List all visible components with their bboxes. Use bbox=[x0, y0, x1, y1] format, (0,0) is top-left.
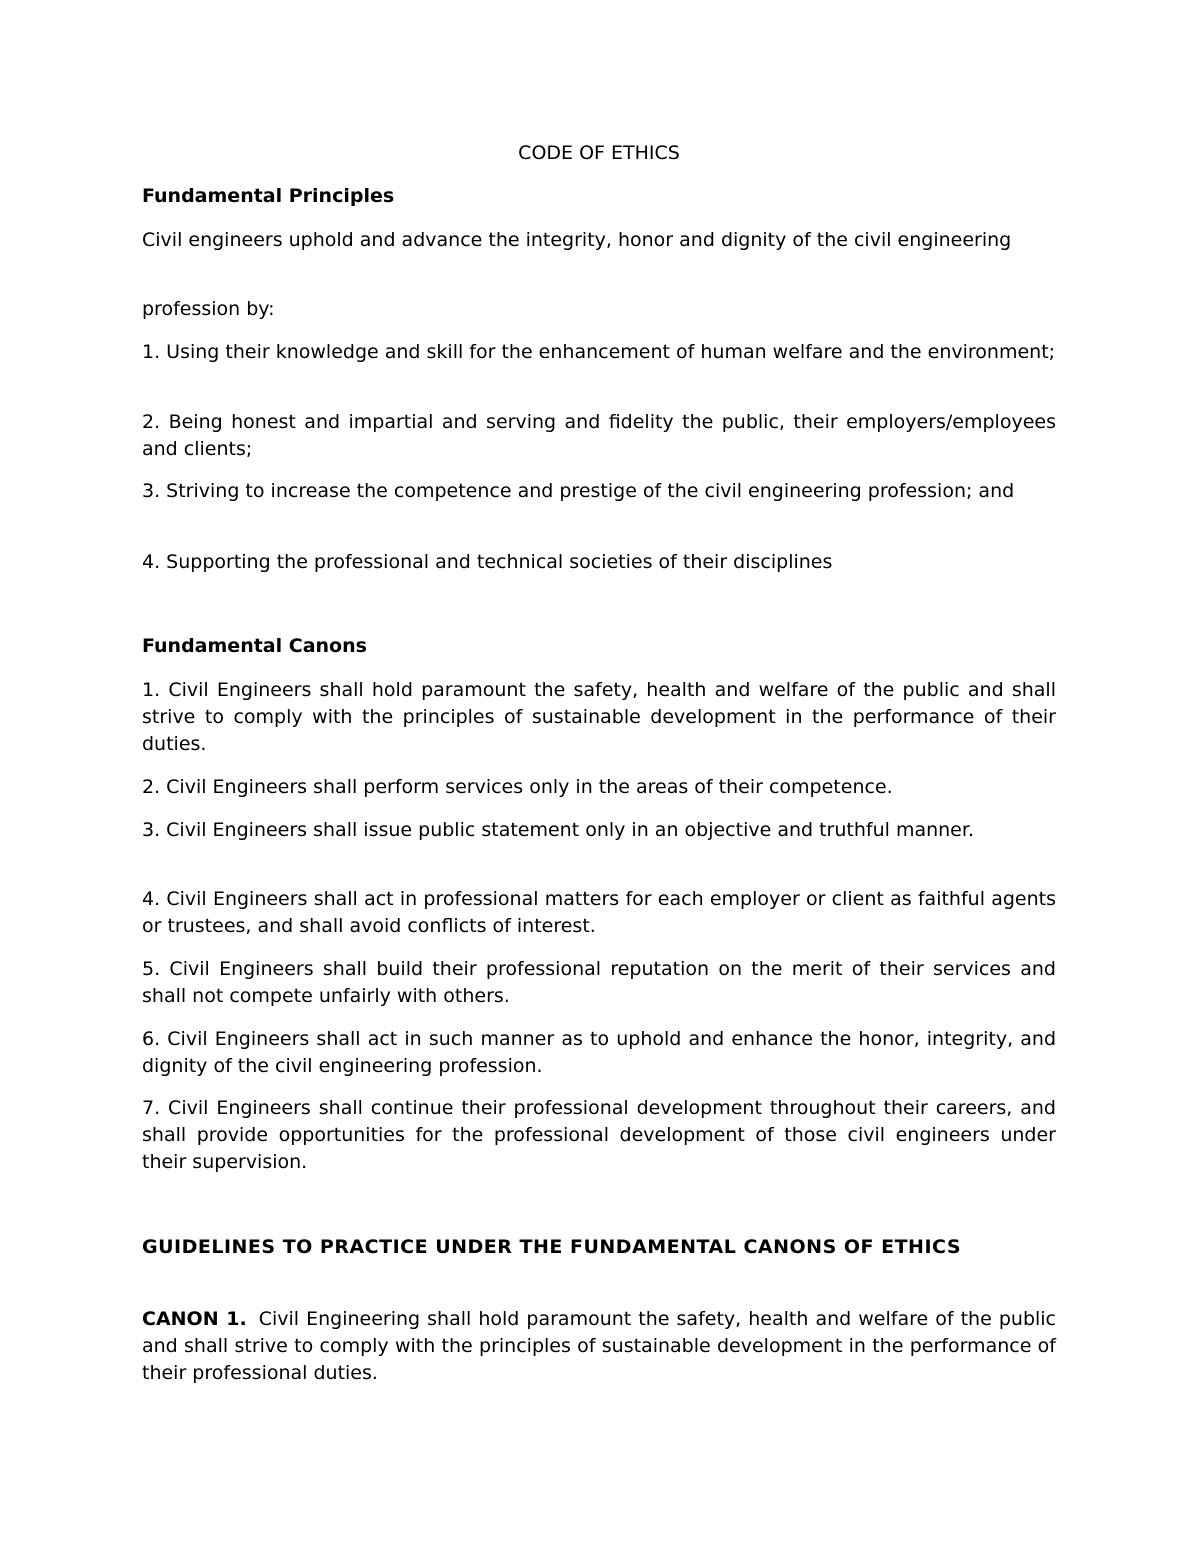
principle-item-1: 1. Using their knowledge and skill for the enhancement of human welfare and the environment; bbox=[142, 341, 1056, 363]
guidelines-heading: GUIDELINES TO PRACTICE UNDER THE FUNDAMENTAL CANONS OF ETHICS bbox=[142, 1236, 961, 1258]
canon-item-7: 7. Civil Engineers shall continue their professional development throughout their careers, and shall provide opportunities for the professional development of those civil engineers under their supervision. bbox=[142, 1097, 1056, 1173]
canon-item-1: 1. Civil Engineers shall hold paramount the safety, health and welfare of the public and shall strive to comply with the principles of sustainable development in the performance of their duties. bbox=[142, 679, 1056, 755]
principle-item-3: 3. Striving to increase the competence and prestige of the civil engineering profession; and bbox=[142, 480, 1015, 502]
canon-item-6: 6. Civil Engineers shall act in such manner as to uphold and enhance the honor, integrity, and dignity of the civil engineering profession. bbox=[142, 1028, 1056, 1077]
principles-heading: Fundamental Principles bbox=[142, 185, 395, 207]
canon-item-5: 5. Civil Engineers shall build their professional reputation on the merit of their services and shall not compete unfairly with others. bbox=[142, 958, 1056, 1007]
canon-item-2: 2. Civil Engineers shall perform services only in the areas of their competence. bbox=[142, 776, 893, 798]
principles-intro: Civil engineers uphold and advance the integrity, honor and dignity of the civil engineering bbox=[142, 229, 1012, 251]
principles-intro-continued: profession by: bbox=[142, 298, 275, 320]
canon-item-3: 3. Civil Engineers shall issue public statement only in an objective and truthful manner. bbox=[142, 819, 974, 841]
principle-item-2: 2. Being honest and impartial and serving and fidelity the public, their employers/employees and clients; bbox=[142, 411, 1056, 460]
canons-heading: Fundamental Canons bbox=[142, 635, 367, 657]
guideline-canon-1 bbox=[142, 1306, 1056, 1387]
principle-item-4: 4. Supporting the professional and technical societies of their disciplines bbox=[142, 551, 833, 573]
document-title: CODE OF ETHICS bbox=[518, 142, 680, 164]
canon-item-4: 4. Civil Engineers shall act in professional matters for each employer or client as faithful agents or trustees, and shall avoid conflicts of interest. bbox=[142, 888, 1056, 937]
document-page bbox=[142, 0, 1056, 1553]
canon-1-text: Civil Engineering shall hold paramount the safety, health and welfare of the public and shall strive to comply with the principles of sustainable development in the performance of their professional duties. bbox=[142, 1308, 1057, 1384]
canon-1-label: CANON 1. bbox=[142, 1308, 247, 1330]
